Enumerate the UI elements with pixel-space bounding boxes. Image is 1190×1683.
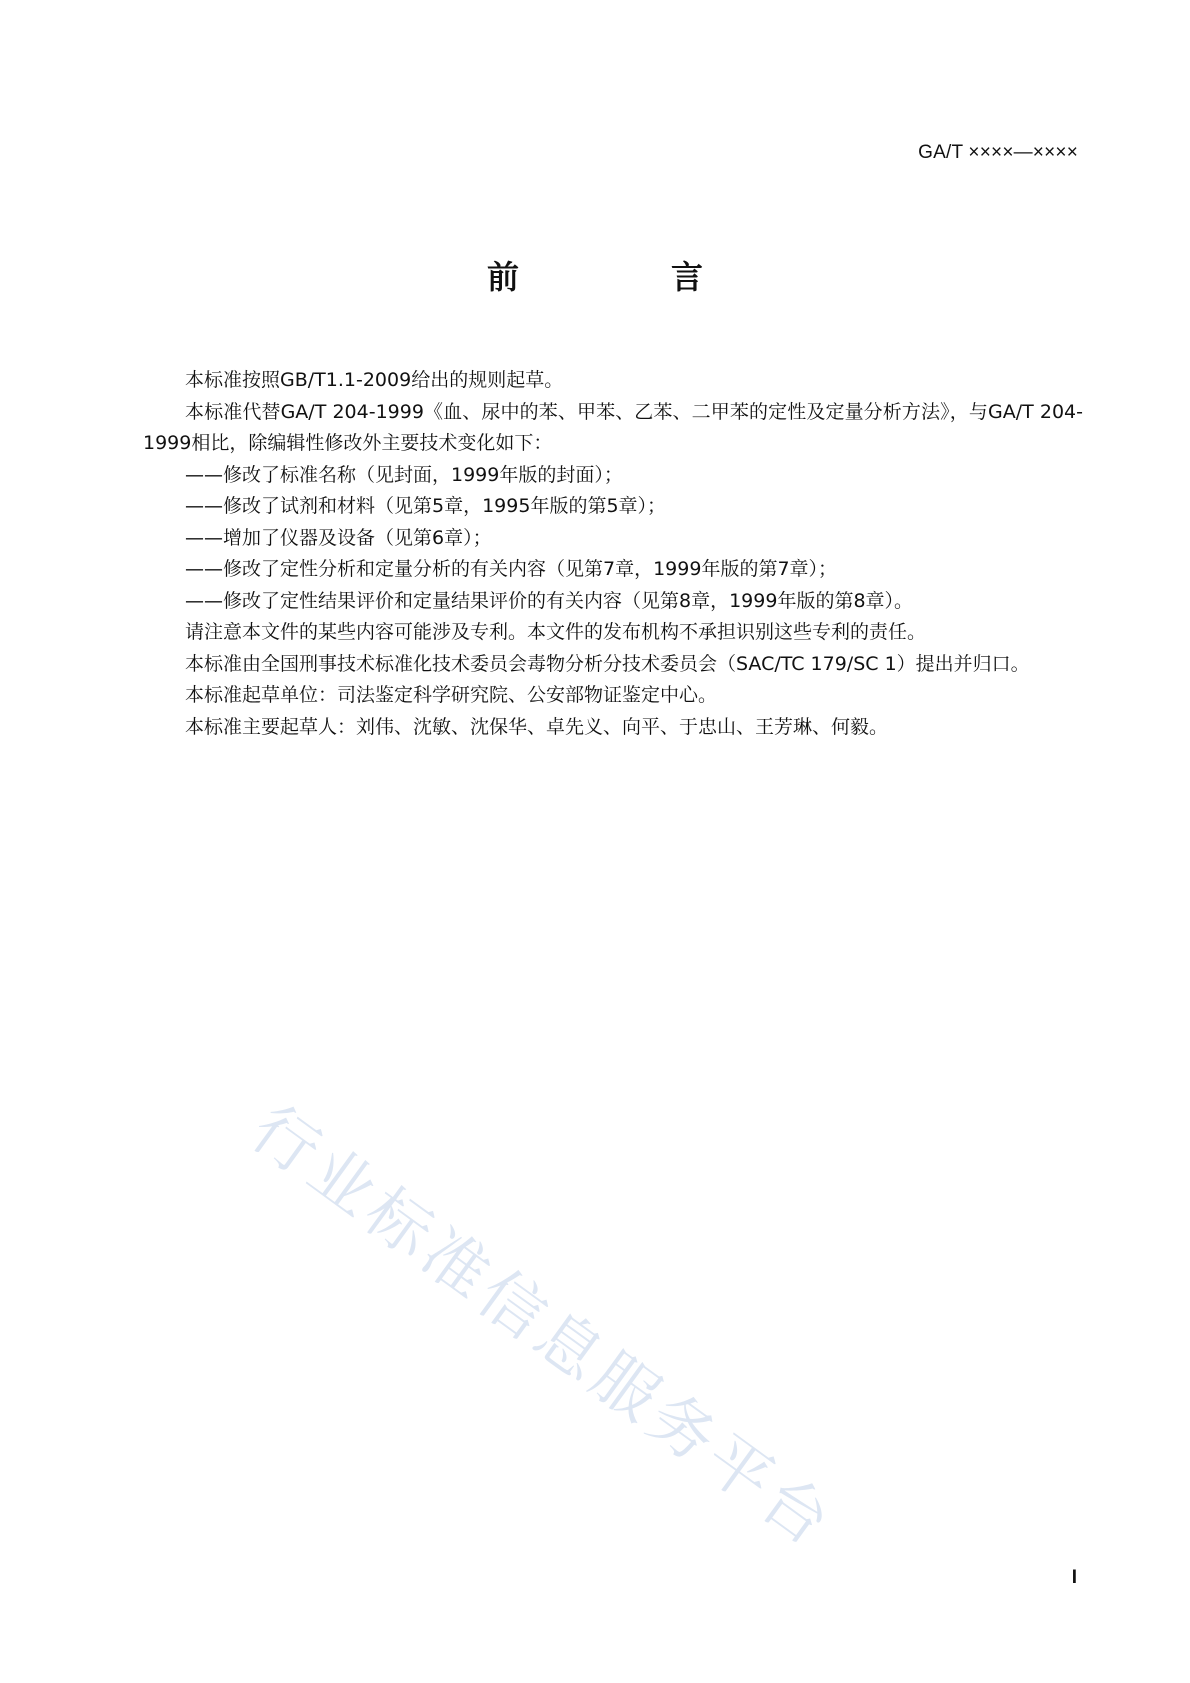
list-item: ——修改了定性结果评价和定量结果评价的有关内容（见第8章，1999年版的第8章）。 (185, 589, 914, 612)
list-item: ——增加了仪器及设备（见第6章）； (185, 526, 492, 549)
paragraph-drafters: 本标准主要起草人：刘伟、沈敏、沈保华、卓先义、向平、于忠山、王芳琳、何毅。 (185, 715, 889, 738)
list-item: ——修改了试剂和材料（见第5章，1995年版的第5章）； (185, 495, 667, 517)
standard-code-header: GA/T ××××—×××× (918, 142, 1078, 163)
paragraph-drafting-rules: 本标准按照GB/T1.1-2009给出的规则起草。 (185, 369, 564, 391)
page-title: 前 言 (486, 258, 763, 296)
list-item: ——修改了标准名称（见封面，1999年版的封面）； (185, 463, 623, 486)
list-item: ——修改了定性分析和定量分析的有关内容（见第7章，1999年版的第7章）； (185, 558, 838, 580)
page-number: I (1071, 1567, 1077, 1588)
foreword-body (143, 365, 1083, 743)
paragraph-patent-notice: 请注意本文件的某些内容可能涉及专利。本文件的发布机构不承担识别这些专利的责任。 (185, 621, 927, 643)
watermark: 行业标准信息服务平台 (237, 1092, 848, 1564)
paragraph-proposer: 本标准由全国刑事技术标准化技术委员会毒物分析分技术委员会（SAC/TC 179/SC 1）提出并归口。 (185, 652, 1030, 675)
paragraph-drafting-units: 本标准起草单位：司法鉴定科学研究院、公安部物证鉴定中心。 (185, 684, 718, 706)
paragraph-replacement: 本标准代替GA/T 204-1999《血、尿中的苯、甲苯、乙苯、二甲苯的定性及定量分析方法》，与GA/T 204-1999相比，除编辑性修改外主要技术变化如下： (143, 400, 1083, 454)
